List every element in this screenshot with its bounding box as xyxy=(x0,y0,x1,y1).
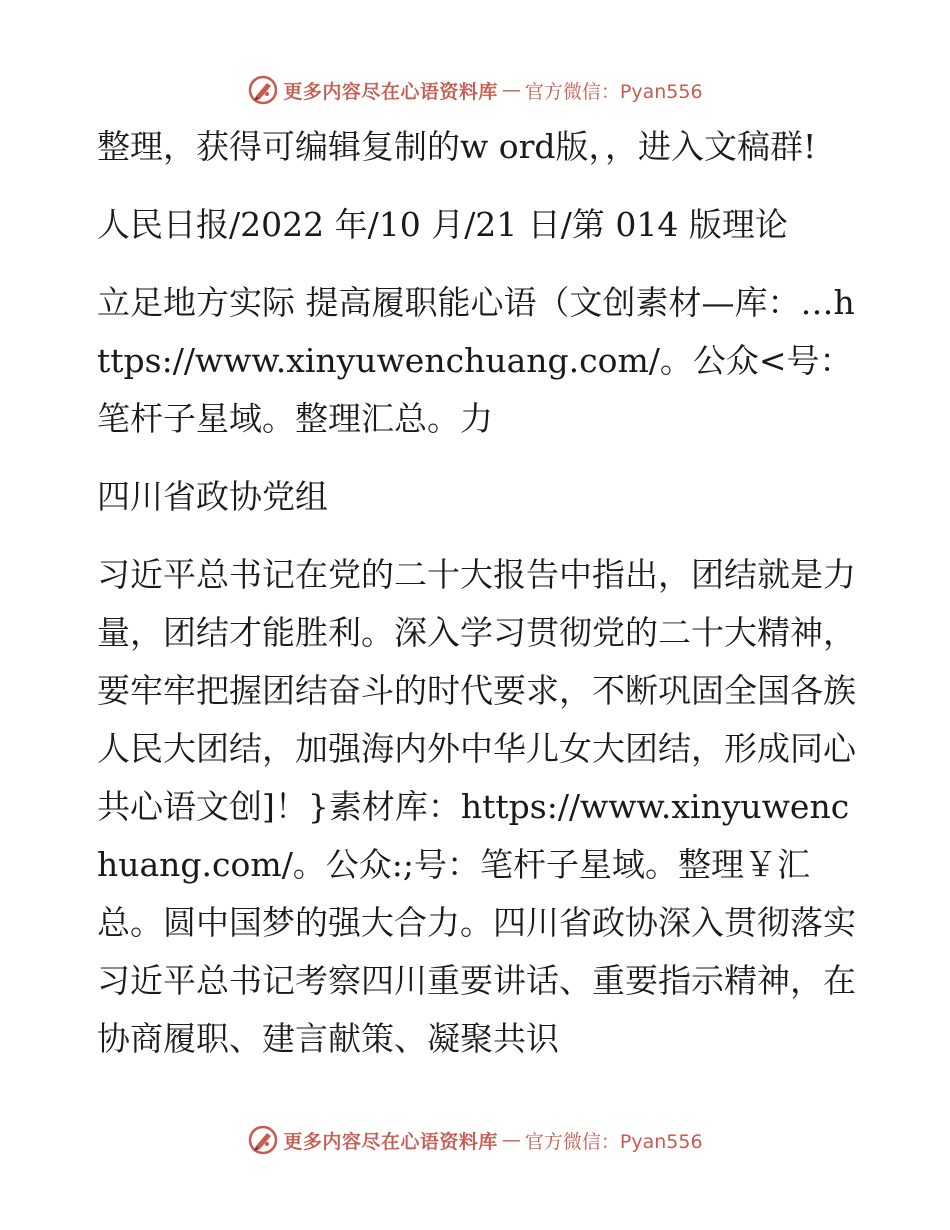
footer-banner-separator: — xyxy=(501,1129,521,1151)
intro-note: 整理，获得可编辑复制的w ord版，，进入文稿群! xyxy=(97,127,817,166)
header-banner-separator: — xyxy=(501,79,521,101)
header-banner-text: 更多内容尽在心语资料库 xyxy=(283,80,498,103)
pen-logo-icon xyxy=(247,74,279,106)
footer-banner-wechat: 官方微信：Pyan556 xyxy=(524,1130,703,1153)
author-line: 四川省政协党组 xyxy=(97,477,328,516)
header-banner xyxy=(0,70,950,110)
header-banner-content xyxy=(247,74,702,106)
article-title: 立足地方实际 提高履职能心语（文创素材—库：…https://www.xinyuwenchuang.com/。公众<号：笔杆子星域。整理汇总。力 xyxy=(97,283,855,438)
footer-banner xyxy=(0,1120,950,1160)
pen-logo-icon xyxy=(247,1124,279,1156)
header-banner-wechat: 官方微信：Pyan556 xyxy=(524,80,703,103)
source-line: 人民日报/2022 年/10 月/21 日/第 014 版理论 xyxy=(97,205,788,244)
footer-banner-content xyxy=(247,1124,702,1156)
body-paragraph: 习近平总书记在党的二十大报告中指出，团结就是力量，团结才能胜利。深入学习贯彻党的二十大精神，要牢牢把握团结奋斗的时代要求，不断巩固全国各族人民大团结，加强海内外中华儿女大团结，形成同心共心语文创]！}素材库：https://www.xinyuwenchuang.com/。公众:;号：笔杆子星域。整理￥汇总。圆中国梦的强大合力。四川省政协深入贯彻落实习近平总书记考察四川重要讲话、重要指示精神，在协商履职、建言献策、凝聚共识 xyxy=(97,555,856,1058)
document-body xyxy=(97,118,857,1088)
footer-banner-text: 更多内容尽在心语资料库 xyxy=(283,1130,498,1153)
